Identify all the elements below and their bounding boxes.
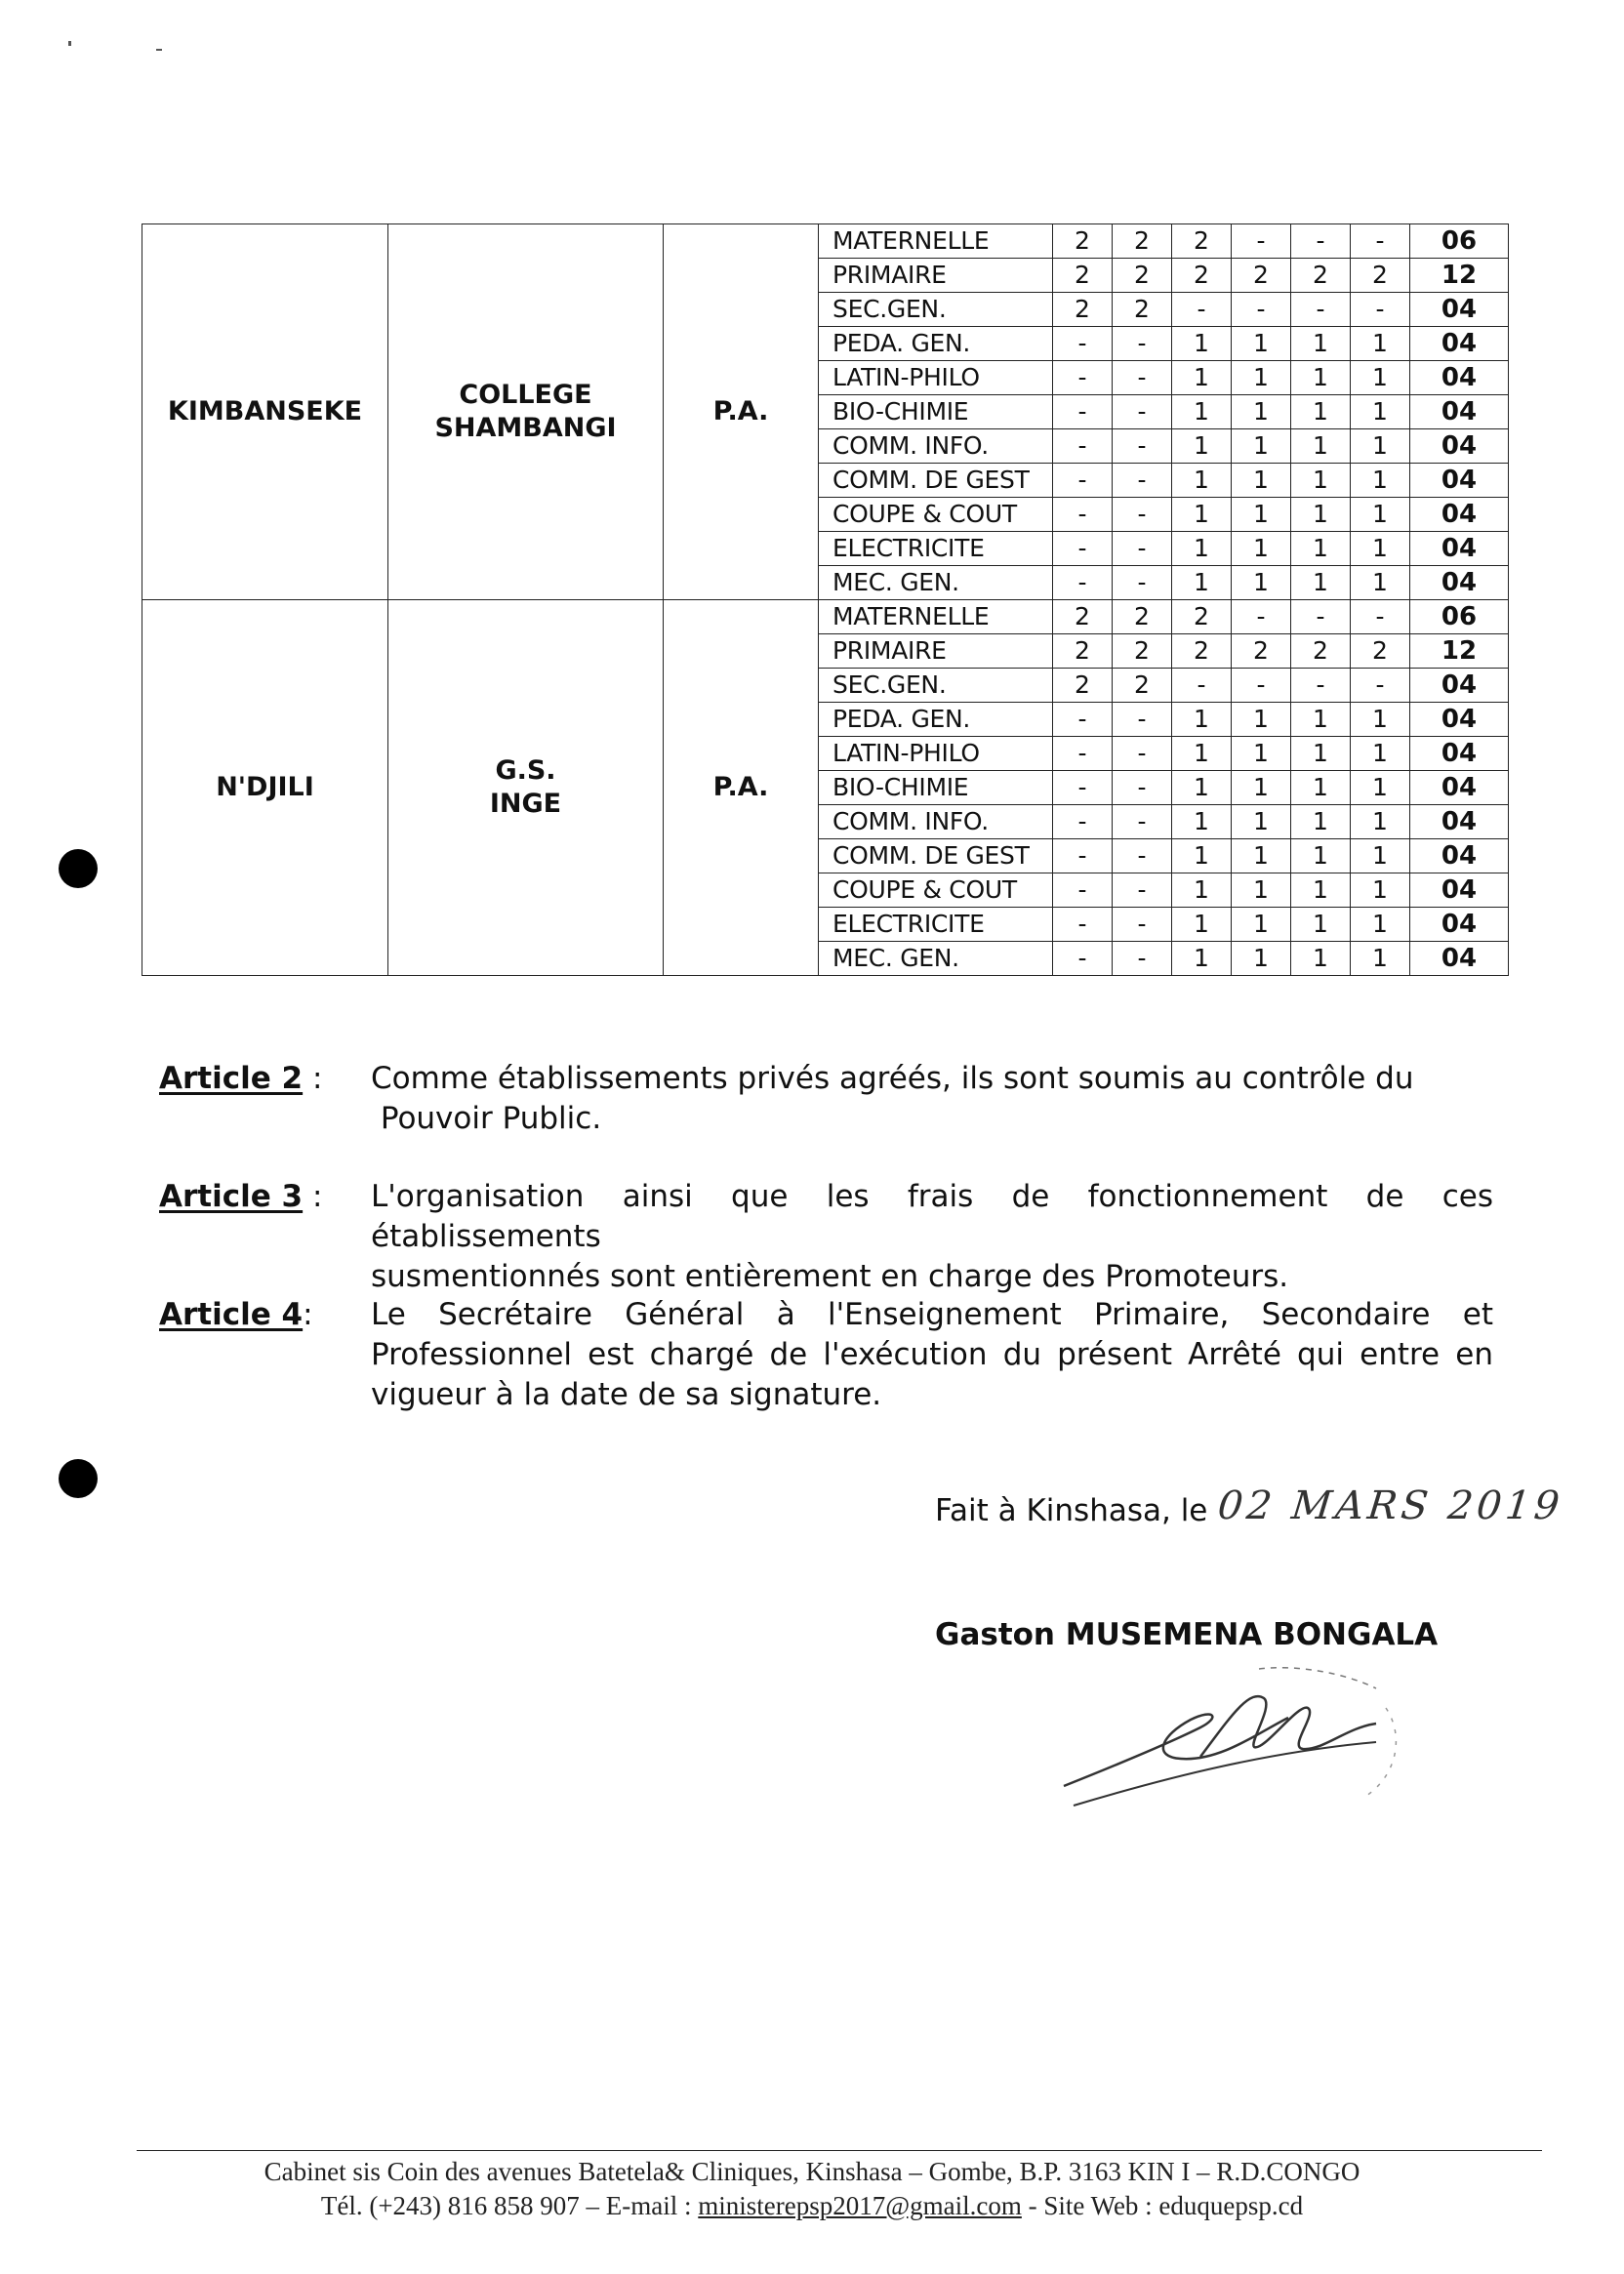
article-text-line: susmentionnés sont entièrement en charge des Promoteurs. xyxy=(371,1259,1289,1294)
class-count-cell: 1 xyxy=(1232,703,1291,737)
article-sep: : xyxy=(303,1061,323,1096)
class-count-cell: 1 xyxy=(1351,327,1410,361)
class-count-cell: 2 xyxy=(1053,224,1113,259)
class-count-cell: 1 xyxy=(1232,361,1291,395)
total-cell: 04 xyxy=(1410,942,1509,976)
class-count-cell: 1 xyxy=(1291,839,1351,873)
option-cell: PRIMAIRE xyxy=(819,634,1053,669)
class-count-cell: 1 xyxy=(1291,771,1351,805)
class-count-cell: - xyxy=(1113,908,1172,942)
class-count-cell: 1 xyxy=(1232,395,1291,429)
class-count-cell: 2 xyxy=(1053,600,1113,634)
class-count-cell: - xyxy=(1053,464,1113,498)
class-count-cell: - xyxy=(1172,669,1232,703)
article-label: Article 2 xyxy=(159,1061,304,1096)
school-name-line: G.S. xyxy=(495,755,556,786)
class-count-cell: 1 xyxy=(1351,566,1410,600)
class-count-cell: - xyxy=(1053,737,1113,771)
total-cell: 12 xyxy=(1410,259,1509,293)
total-cell: 04 xyxy=(1410,498,1509,532)
class-count-cell: 2 xyxy=(1113,600,1172,634)
class-count-cell: - xyxy=(1053,873,1113,908)
class-count-cell: 1 xyxy=(1291,464,1351,498)
class-count-cell: - xyxy=(1113,361,1172,395)
total-cell: 04 xyxy=(1410,327,1509,361)
school-cell xyxy=(388,600,664,976)
article-sep: : xyxy=(303,1297,313,1332)
regime-cell: P.A. xyxy=(664,600,819,976)
class-count-cell: - xyxy=(1351,293,1410,327)
schools-table xyxy=(142,223,1509,976)
class-count-cell: 2 xyxy=(1291,634,1351,669)
option-cell: COMM. DE GEST xyxy=(819,839,1053,873)
class-count-cell: 1 xyxy=(1172,498,1232,532)
class-count-cell: 1 xyxy=(1172,703,1232,737)
article-text-line: vigueur à la date de sa signature. xyxy=(371,1377,882,1412)
class-count-cell: - xyxy=(1053,771,1113,805)
school-name-line: COLLEGE xyxy=(459,380,592,410)
option-cell: SEC.GEN. xyxy=(819,293,1053,327)
class-count-cell: 1 xyxy=(1232,532,1291,566)
class-count-cell: - xyxy=(1113,532,1172,566)
option-cell: COMM. DE GEST xyxy=(819,464,1053,498)
total-cell: 04 xyxy=(1410,669,1509,703)
class-count-cell: 1 xyxy=(1232,942,1291,976)
option-cell: BIO-CHIMIE xyxy=(819,395,1053,429)
class-count-cell: 1 xyxy=(1291,873,1351,908)
class-count-cell: 2 xyxy=(1053,669,1113,703)
total-cell: 04 xyxy=(1410,737,1509,771)
class-count-cell: 1 xyxy=(1172,737,1232,771)
class-count-cell: - xyxy=(1053,429,1113,464)
total-cell: 04 xyxy=(1410,703,1509,737)
article-sep: : xyxy=(303,1179,323,1214)
class-count-cell: 1 xyxy=(1351,873,1410,908)
option-cell: BIO-CHIMIE xyxy=(819,771,1053,805)
class-count-cell: - xyxy=(1291,600,1351,634)
class-count-cell: 2 xyxy=(1351,634,1410,669)
school-name-line: INGE xyxy=(489,789,562,819)
class-count-cell: - xyxy=(1113,566,1172,600)
article-text-line: Le Secrétaire Général à l'Enseignement Primaire, Secondaire et xyxy=(371,1297,1493,1332)
class-count-cell: 1 xyxy=(1351,839,1410,873)
class-count-cell: 1 xyxy=(1232,805,1291,839)
class-count-cell: - xyxy=(1113,771,1172,805)
footer-address: Cabinet sis Coin des avenues Batetela& Cliniques, Kinshasa – Gombe, B.P. 3163 KIN I – R.D.CONGO xyxy=(264,2157,1360,2186)
class-count-cell: 2 xyxy=(1113,224,1172,259)
total-cell: 04 xyxy=(1410,429,1509,464)
footer-website: - Site Web : eduquepsp.cd xyxy=(1021,2191,1304,2220)
class-count-cell: 2 xyxy=(1232,634,1291,669)
option-cell: COMM. INFO. xyxy=(819,429,1053,464)
class-count-cell: 1 xyxy=(1232,771,1291,805)
class-count-cell: - xyxy=(1232,224,1291,259)
option-cell: LATIN-PHILO xyxy=(819,361,1053,395)
option-cell: PRIMAIRE xyxy=(819,259,1053,293)
class-count-cell: 1 xyxy=(1232,873,1291,908)
option-cell: COUPE & COUT xyxy=(819,498,1053,532)
class-count-cell: 1 xyxy=(1172,361,1232,395)
option-cell: ELECTRICITE xyxy=(819,532,1053,566)
total-cell: 04 xyxy=(1410,532,1509,566)
option-cell: ELECTRICITE xyxy=(819,908,1053,942)
class-count-cell: 1 xyxy=(1291,532,1351,566)
class-count-cell: 1 xyxy=(1172,395,1232,429)
option-cell: MEC. GEN. xyxy=(819,566,1053,600)
signoff-place: Fait à Kinshasa, le xyxy=(935,1493,1208,1528)
class-count-cell: - xyxy=(1351,224,1410,259)
class-count-cell: - xyxy=(1113,942,1172,976)
class-count-cell: - xyxy=(1053,566,1113,600)
class-count-cell: - xyxy=(1053,532,1113,566)
commune-cell: KIMBANSEKE xyxy=(142,224,388,600)
class-count-cell: - xyxy=(1232,669,1291,703)
class-count-cell: 1 xyxy=(1172,532,1232,566)
scan-speck xyxy=(68,41,71,46)
class-count-cell: 2 xyxy=(1172,600,1232,634)
school-name-line: SHAMBANGI xyxy=(434,413,617,443)
class-count-cell: 1 xyxy=(1351,361,1410,395)
class-count-cell: 2 xyxy=(1172,259,1232,293)
stamped-date: 02 MARS 2019 xyxy=(1215,1483,1565,1528)
punch-hole xyxy=(59,849,98,888)
total-cell: 12 xyxy=(1410,634,1509,669)
option-cell: COUPE & COUT xyxy=(819,873,1053,908)
class-count-cell: 1 xyxy=(1291,805,1351,839)
class-count-cell: - xyxy=(1053,839,1113,873)
class-count-cell: 2 xyxy=(1113,669,1172,703)
class-count-cell: 1 xyxy=(1291,703,1351,737)
class-count-cell: 1 xyxy=(1351,805,1410,839)
punch-hole xyxy=(59,1459,98,1498)
class-count-cell: 2 xyxy=(1291,259,1351,293)
class-count-cell: 1 xyxy=(1172,327,1232,361)
class-count-cell: - xyxy=(1232,293,1291,327)
class-count-cell: - xyxy=(1291,293,1351,327)
class-count-cell: 1 xyxy=(1351,498,1410,532)
option-cell: LATIN-PHILO xyxy=(819,737,1053,771)
class-count-cell: 1 xyxy=(1172,771,1232,805)
class-count-cell: - xyxy=(1113,327,1172,361)
class-count-cell: 1 xyxy=(1172,873,1232,908)
class-count-cell: 2 xyxy=(1053,293,1113,327)
class-count-cell: - xyxy=(1351,600,1410,634)
total-cell: 04 xyxy=(1410,566,1509,600)
table-row xyxy=(142,600,1509,634)
class-count-cell: 2 xyxy=(1172,224,1232,259)
total-cell: 04 xyxy=(1410,873,1509,908)
total-cell: 04 xyxy=(1410,395,1509,429)
option-cell: SEC.GEN. xyxy=(819,669,1053,703)
class-count-cell: 1 xyxy=(1172,942,1232,976)
class-count-cell: - xyxy=(1291,669,1351,703)
class-count-cell: 1 xyxy=(1351,703,1410,737)
article-text-line: Professionnel est chargé de l'exécution du présent Arrêté qui entre en xyxy=(371,1337,1493,1372)
school-cell xyxy=(388,224,664,600)
class-count-cell: 1 xyxy=(1291,737,1351,771)
class-count-cell: 1 xyxy=(1232,839,1291,873)
class-count-cell: 1 xyxy=(1291,942,1351,976)
scan-speck xyxy=(156,49,162,51)
class-count-cell: 1 xyxy=(1232,327,1291,361)
option-cell: PEDA. GEN. xyxy=(819,703,1053,737)
option-cell: PEDA. GEN. xyxy=(819,327,1053,361)
class-count-cell: - xyxy=(1053,327,1113,361)
class-count-cell: 1 xyxy=(1351,395,1410,429)
total-cell: 04 xyxy=(1410,771,1509,805)
option-cell: MATERNELLE xyxy=(819,600,1053,634)
article-label: Article 4 xyxy=(159,1297,304,1332)
class-count-cell: 1 xyxy=(1351,771,1410,805)
regime-cell: P.A. xyxy=(664,224,819,600)
footer-contact xyxy=(0,2191,1624,2221)
class-count-cell: - xyxy=(1053,361,1113,395)
option-cell: MEC. GEN. xyxy=(819,942,1053,976)
class-count-cell: 1 xyxy=(1172,805,1232,839)
class-count-cell: - xyxy=(1053,498,1113,532)
class-count-cell: 2 xyxy=(1113,259,1172,293)
class-count-cell: - xyxy=(1113,464,1172,498)
class-count-cell: 1 xyxy=(1232,464,1291,498)
class-count-cell: 1 xyxy=(1172,464,1232,498)
footer-rule xyxy=(137,2150,1542,2151)
class-count-cell: 2 xyxy=(1351,259,1410,293)
class-count-cell: - xyxy=(1351,669,1410,703)
class-count-cell: 1 xyxy=(1172,839,1232,873)
class-count-cell: - xyxy=(1113,805,1172,839)
class-count-cell: 2 xyxy=(1232,259,1291,293)
total-cell: 04 xyxy=(1410,293,1509,327)
class-count-cell: 1 xyxy=(1291,395,1351,429)
class-count-cell: - xyxy=(1291,224,1351,259)
class-count-cell: - xyxy=(1053,703,1113,737)
article-text-line: Pouvoir Public. xyxy=(371,1101,602,1136)
class-count-cell: - xyxy=(1232,600,1291,634)
class-count-cell: - xyxy=(1113,429,1172,464)
class-count-cell: 2 xyxy=(1053,259,1113,293)
article-label: Article 3 xyxy=(159,1179,304,1214)
class-count-cell: 2 xyxy=(1172,634,1232,669)
class-count-cell: 1 xyxy=(1351,464,1410,498)
class-count-cell: - xyxy=(1053,805,1113,839)
class-count-cell: 1 xyxy=(1291,327,1351,361)
class-count-cell: 1 xyxy=(1172,908,1232,942)
article-text-line: Comme établissements privés agréés, ils sont soumis au contrôle du xyxy=(371,1061,1414,1096)
total-cell: 04 xyxy=(1410,839,1509,873)
table-row xyxy=(142,224,1509,259)
footer-phone: Tél. (+243) 816 858 907 – E-mail : xyxy=(320,2191,699,2220)
class-count-cell: 1 xyxy=(1291,908,1351,942)
class-count-cell: 1 xyxy=(1291,566,1351,600)
total-cell: 06 xyxy=(1410,224,1509,259)
class-count-cell: 1 xyxy=(1291,361,1351,395)
class-count-cell: - xyxy=(1172,293,1232,327)
class-count-cell: - xyxy=(1053,395,1113,429)
class-count-cell: - xyxy=(1113,498,1172,532)
class-count-cell: 1 xyxy=(1351,942,1410,976)
class-count-cell: - xyxy=(1113,703,1172,737)
class-count-cell: 1 xyxy=(1351,532,1410,566)
class-count-cell: - xyxy=(1053,942,1113,976)
class-count-cell: 1 xyxy=(1232,566,1291,600)
class-count-cell: 1 xyxy=(1232,908,1291,942)
class-count-cell: 1 xyxy=(1351,737,1410,771)
footer-email-link[interactable]: ministerepsp2017@gmail.com xyxy=(698,2191,1022,2220)
handwritten-signature xyxy=(1054,1649,1464,1825)
class-count-cell: - xyxy=(1113,737,1172,771)
class-count-cell: 1 xyxy=(1172,429,1232,464)
total-cell: 04 xyxy=(1410,908,1509,942)
class-count-cell: 1 xyxy=(1232,737,1291,771)
article-text-line: L'organisation ainsi que les frais de fonctionnement de ces établissements xyxy=(371,1179,1493,1254)
class-count-cell: - xyxy=(1113,395,1172,429)
class-count-cell: 1 xyxy=(1172,566,1232,600)
class-count-cell: 2 xyxy=(1113,293,1172,327)
class-count-cell: 2 xyxy=(1053,634,1113,669)
class-count-cell: - xyxy=(1113,839,1172,873)
total-cell: 04 xyxy=(1410,805,1509,839)
class-count-cell: - xyxy=(1053,908,1113,942)
total-cell: 04 xyxy=(1410,464,1509,498)
commune-cell: N'DJILI xyxy=(142,600,388,976)
signer-name: Gaston MUSEMENA BONGALA xyxy=(935,1617,1439,1652)
class-count-cell: - xyxy=(1113,873,1172,908)
class-count-cell: 1 xyxy=(1291,429,1351,464)
class-count-cell: 2 xyxy=(1113,634,1172,669)
option-cell: MATERNELLE xyxy=(819,224,1053,259)
class-count-cell: 1 xyxy=(1351,908,1410,942)
class-count-cell: 1 xyxy=(1232,498,1291,532)
class-count-cell: 1 xyxy=(1351,429,1410,464)
class-count-cell: 1 xyxy=(1291,498,1351,532)
total-cell: 06 xyxy=(1410,600,1509,634)
option-cell: COMM. INFO. xyxy=(819,805,1053,839)
total-cell: 04 xyxy=(1410,361,1509,395)
class-count-cell: 1 xyxy=(1232,429,1291,464)
